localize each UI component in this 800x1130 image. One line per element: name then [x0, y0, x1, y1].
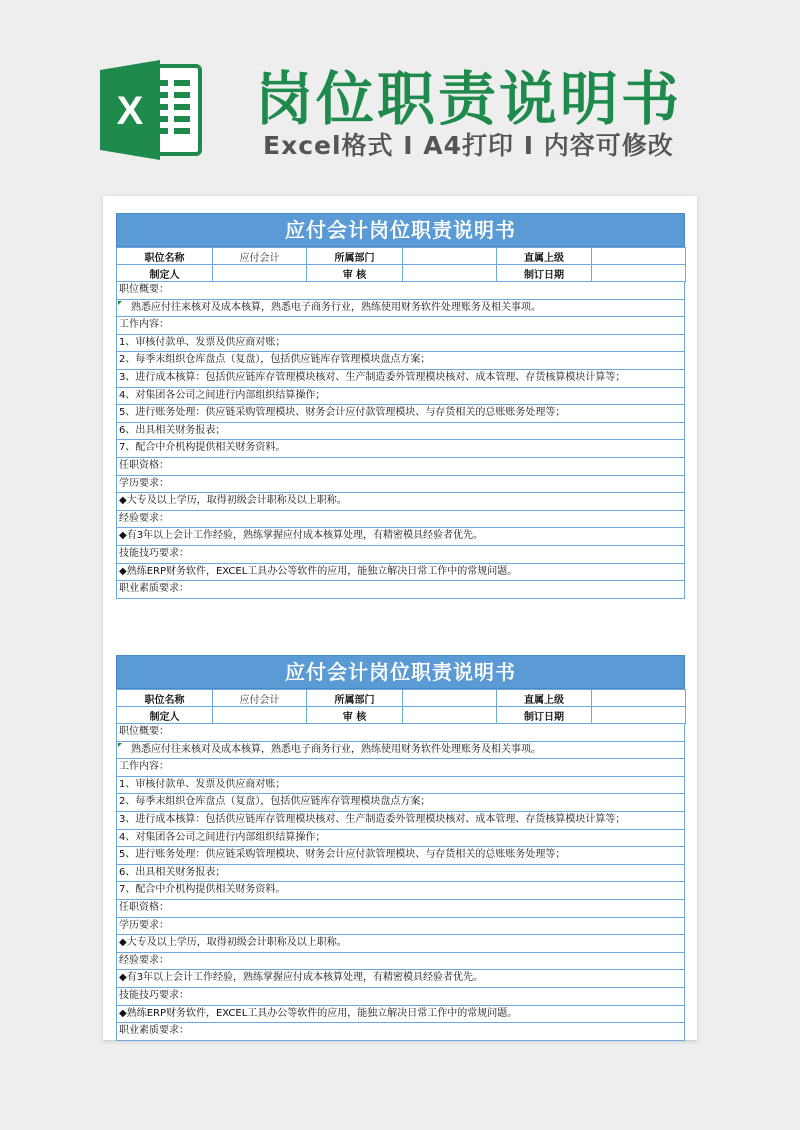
meta-row — [117, 248, 686, 265]
excel-icon — [100, 60, 204, 160]
education-item: ◆大专及以上学历，取得初级会计职称及以上职称。 — [116, 935, 685, 953]
superior-label: 直属上级 — [497, 690, 592, 707]
duty-item: 6、出具相关财务报表； — [116, 423, 685, 441]
meta-row — [117, 707, 686, 724]
date-value[interactable] — [592, 265, 686, 282]
job-description-sheet — [116, 213, 685, 599]
position-value[interactable]: 应付会计 — [213, 248, 307, 265]
date-label: 制订日期 — [497, 265, 592, 282]
duty-item: 2、每季末组织仓库盘点（复盘），包括供应链库存管理模块盘点方案； — [116, 794, 685, 812]
duty-item: 6、出具相关财务报表； — [116, 865, 685, 883]
banner-title: 岗位职责说明书 — [255, 65, 683, 133]
education-heading: 学历要求： — [116, 476, 685, 494]
position-label: 职位名称 — [117, 690, 213, 707]
superior-value[interactable] — [592, 690, 686, 707]
duty-item: 5、进行账务处理：供应链采购管理模块、财务会计应付款管理模块、与存货相关的总账账务处理等； — [116, 405, 685, 423]
meta-table — [116, 247, 686, 282]
banner-subtitle: Excel格式 I A4打印 I 内容可修改 — [263, 131, 674, 160]
meta-table — [116, 689, 686, 724]
department-value[interactable] — [403, 248, 497, 265]
section-qualification-heading: 任职资格： — [116, 900, 685, 918]
author-label: 制定人 — [117, 707, 213, 724]
duty-item: 7、配合中介机构提供相关财务资料。 — [116, 882, 685, 900]
meta-row — [117, 690, 686, 707]
position-value[interactable]: 应付会计 — [213, 690, 307, 707]
department-label: 所属部门 — [307, 690, 403, 707]
experience-heading: 经验要求： — [116, 953, 685, 971]
education-item: ◆大专及以上学历，取得初级会计职称及以上职称。 — [116, 493, 685, 511]
meta-row — [117, 265, 686, 282]
experience-item: ◆有3年以上会计工作经验，熟练掌握应付成本核算处理，有精密模具经验者优先。 — [116, 528, 685, 546]
document-page — [103, 196, 697, 1040]
position-label: 职位名称 — [117, 248, 213, 265]
section-duties-heading: 工作内容： — [116, 317, 685, 335]
duty-item: 3、进行成本核算：包括供应链库存管理模块核对、生产制造委外管理模块核对、成本管理、存货核算模块计算等； — [116, 812, 685, 830]
section-qualification-heading: 任职资格： — [116, 458, 685, 476]
skills-heading: 技能技巧要求： — [116, 546, 685, 564]
duty-item: 1、审核付款单、发票及供应商对账； — [116, 335, 685, 353]
duty-item: 7、配合中介机构提供相关财务资料。 — [116, 440, 685, 458]
review-label: 审 核 — [307, 707, 403, 724]
date-value[interactable] — [592, 707, 686, 724]
education-heading: 学历要求： — [116, 918, 685, 936]
skills-heading: 技能技巧要求： — [116, 988, 685, 1006]
experience-heading: 经验要求： — [116, 511, 685, 529]
review-label: 审 核 — [307, 265, 403, 282]
duty-item: 2、每季末组织仓库盘点（复盘），包括供应链库存管理模块盘点方案； — [116, 352, 685, 370]
summary-text: 熟悉应付往来核对及成本核算，熟悉电子商务行业，熟练使用财务软件处理账务及相关事项。 — [116, 300, 685, 318]
professional-quality-heading: 职业素质要求： — [116, 581, 685, 599]
section-summary-heading: 职位概要： — [116, 724, 685, 742]
department-label: 所属部门 — [307, 248, 403, 265]
author-label: 制定人 — [117, 265, 213, 282]
duty-item: 3、进行成本核算：包括供应链库存管理模块核对、生产制造委外管理模块核对、成本管理、存货核算模块计算等； — [116, 370, 685, 388]
job-description-sheet — [116, 655, 685, 1041]
excel-icon-letter: X — [116, 89, 144, 133]
duty-item: 1、审核付款单、发票及供应商对账； — [116, 777, 685, 795]
duty-item: 4、对集团各公司之间进行内部组织结算操作； — [116, 830, 685, 848]
summary-text: 熟悉应付往来核对及成本核算，熟悉电子商务行业，熟练使用财务软件处理账务及相关事项。 — [116, 742, 685, 760]
experience-item: ◆有3年以上会计工作经验，熟练掌握应付成本核算处理，有精密模具经验者优先。 — [116, 970, 685, 988]
date-label: 制订日期 — [497, 707, 592, 724]
author-value[interactable] — [213, 265, 307, 282]
author-value[interactable] — [213, 707, 307, 724]
banner — [0, 0, 800, 190]
superior-label: 直属上级 — [497, 248, 592, 265]
professional-quality-heading: 职业素质要求： — [116, 1023, 685, 1041]
duty-item: 5、进行账务处理：供应链采购管理模块、财务会计应付款管理模块、与存货相关的总账账务处理等； — [116, 847, 685, 865]
duty-item: 4、对集团各公司之间进行内部组织结算操作； — [116, 388, 685, 406]
skills-item: ◆熟练ERP财务软件，EXCEL工具办公等软件的应用，能独立解决日常工作中的常规问题。 — [116, 564, 685, 582]
section-summary-heading: 职位概要： — [116, 282, 685, 300]
section-duties-heading: 工作内容： — [116, 759, 685, 777]
review-value[interactable] — [403, 707, 497, 724]
sheet-title: 应付会计岗位职责说明书 — [116, 213, 685, 247]
department-value[interactable] — [403, 690, 497, 707]
superior-value[interactable] — [592, 248, 686, 265]
sheet-title: 应付会计岗位职责说明书 — [116, 655, 685, 689]
skills-item: ◆熟练ERP财务软件，EXCEL工具办公等软件的应用，能独立解决日常工作中的常规问题。 — [116, 1006, 685, 1024]
review-value[interactable] — [403, 265, 497, 282]
